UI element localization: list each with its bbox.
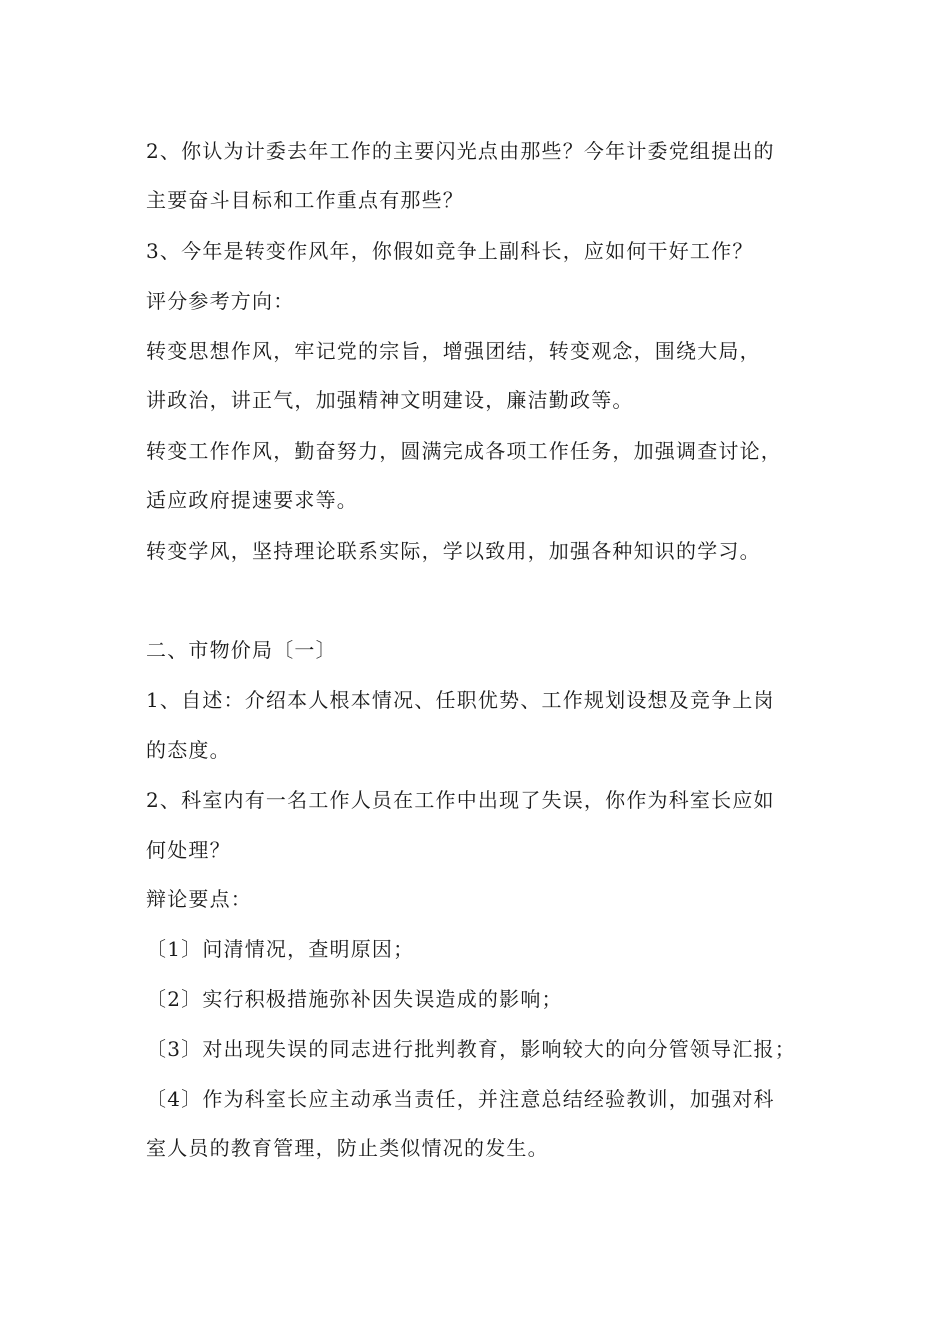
text-line: 何处理？ bbox=[146, 838, 231, 862]
text-line: 的态度。 bbox=[146, 738, 231, 762]
text-line: 2、科室内有一名工作人员在工作中出现了失误，你作为科室长应如 bbox=[146, 788, 775, 812]
text-line: 评分参考方向： bbox=[146, 289, 295, 313]
text-line: 3、今年是转变作风年，你假如竞争上副科长，应如何干好工作？ bbox=[146, 239, 754, 263]
text-line: 转变工作作风，勤奋努力，圆满完成各项工作任务，加强调查讨论， bbox=[146, 439, 782, 463]
text-line: 转变思想作风，牢记党的宗旨，增强团结，转变观念，围绕大局， bbox=[146, 339, 761, 363]
text-line: 转变学风，坚持理论联系实际，学以致用，加强各种知识的学习。 bbox=[146, 539, 761, 563]
text-line: 2、你认为计委去年工作的主要闪光点由那些？今年计委党组提出的 bbox=[146, 139, 775, 163]
text-line: 适应政府提速要求等。 bbox=[146, 488, 358, 512]
text-line: 主要奋斗目标和工作重点有那些？ bbox=[146, 188, 464, 212]
section-heading: 二、市物价局〔一〕 bbox=[146, 638, 337, 662]
text-line: 1、自述：介绍本人根本情况、任职优势、工作规划设想及竞争上岗 bbox=[146, 688, 775, 712]
list-item: 〔1〕问清情况，查明原因； bbox=[146, 937, 415, 961]
list-item: 〔2〕实行积极措施弥补因失误造成的影响； bbox=[146, 987, 563, 1011]
text-line: 讲政治，讲正气，加强精神文明建设，廉洁勤政等。 bbox=[146, 388, 634, 412]
text-line: 辩论要点： bbox=[146, 887, 252, 911]
list-item: 〔4〕作为科室长应主动承当责任，并注意总结经验教训，加强对科 bbox=[146, 1087, 775, 1111]
list-item: 〔3〕对出现失误的同志进行批判教育，影响较大的向分管领导汇报； bbox=[146, 1037, 796, 1061]
text-line: 室人员的教育管理，防止类似情况的发生。 bbox=[146, 1136, 549, 1160]
